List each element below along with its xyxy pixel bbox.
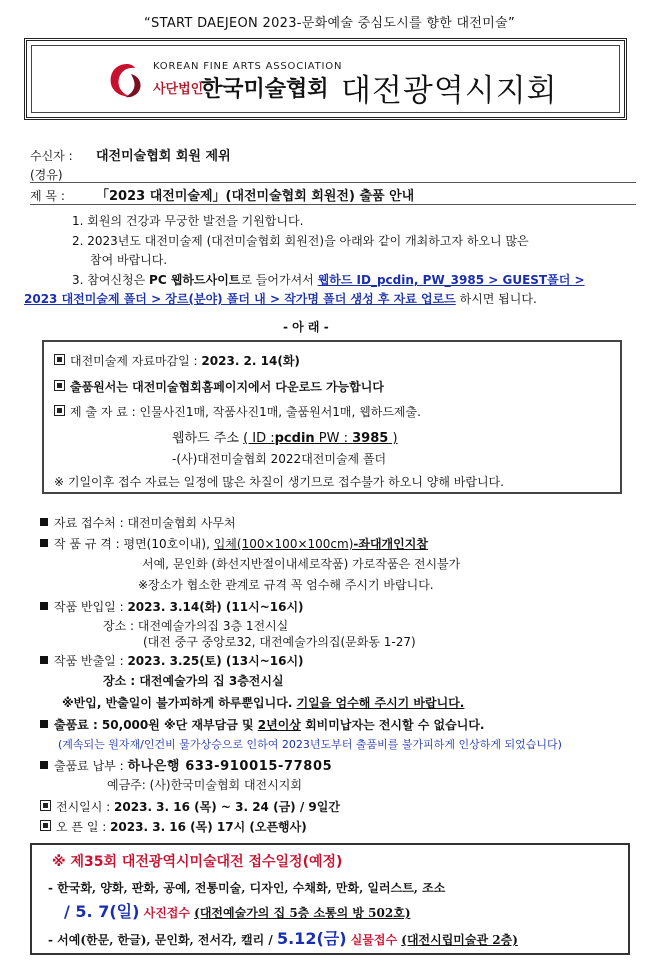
bullet-icon [40,539,48,547]
webhard-address [172,427,398,446]
fee-line: 출품료 : 50,000원 ※단 재부담금 및 2년이상 회비미납자는 전시할 수 없습니다. [40,716,484,733]
receipt-line [40,514,236,531]
exhibition-line [40,798,340,815]
association-name-korean: 한국미술협회 [201,77,329,102]
paragraph-3a [72,271,585,288]
webhard-credentials: ( ID :pcdin PW : 3985 ) [243,431,398,446]
contest-genres-2: - 서예(한문, 한글), 문인화, 전서각, 캘리 / [48,933,277,947]
deadline-emphasis: 기일을 엄수해 주시기 바랍니다. [296,696,465,710]
letterhead-box [24,38,627,120]
deadline-line [54,352,300,369]
size-note: ※장소가 협소한 관계로 규격 꼭 엄수해 주시기 바랍니다. [138,578,434,592]
payment-label: 출품료 납부 : [54,759,128,773]
webhard-folder: -(사)대전미술협회 2022대전미술제 폴더 [172,452,387,466]
webhard-link-1[interactable]: 웹하드 ID_pcdin, PW_3985 > GUEST폴더 > [317,273,585,287]
size-3d: 입체(100×100×100cm) [213,537,354,551]
opening-line [40,818,307,835]
bullet-icon [40,518,48,526]
photo-place: (대전예술가의 집 5층 소통의 방 502호) [194,906,411,920]
paragraph-1: 1. 회원의 건강과 무궁한 발전을 기원합니다. [72,214,304,228]
real-place: (대전시립미술관 2층) [401,933,518,947]
paragraph-2a: 2. 2023년도 대전미술제 (대전미술협회 회원전)을 아래와 같이 개최하고자 하오니 많은 [72,234,529,248]
recipient: 대전미술협회 회원 제위 [96,149,231,164]
bullet-icon [40,720,48,728]
checkbox-bullet-icon [54,380,65,391]
bank-account: 하나은행 633-910015-77805 [127,759,333,774]
p3-end: 하시면 됩니다. [455,292,537,306]
deadline-date: 2023. 2. 14(화) [201,354,300,368]
photo-label: 사진접수 [139,906,195,920]
late-warning: ※ 기일이후 접수 자료는 일정에 많은 차질이 생기므로 접수불가 하오니 양해 바랍니다. [54,475,504,489]
paragraph-3b [24,290,537,307]
paragraph-2b: 참여 바랍니다. [90,253,168,267]
in-date-line [40,598,304,615]
p3-pre: 3. 참여신청은 [72,273,150,287]
in-place: 장소 : 대전예술가의집 3층 1전시실 [103,619,289,633]
out-label: 작품 반출일 : [54,654,128,668]
recipient-label: 수신자 : [30,149,73,163]
payment-line [40,755,332,774]
branch-name: 대전광역시지회 [341,73,558,109]
account-holder: 예금주: (사)한국미술협회 대전시지회 [107,778,302,792]
memo-divider [30,182,636,183]
fee-years: 2년이상 [257,718,301,732]
checkbox-bullet-icon [54,354,65,365]
submit-line [54,403,421,420]
size-label: 작 품 규 격 : 평면(10호이내), [54,537,214,551]
deadline-label: 대전미술제 자료마감일 : [70,354,202,368]
bullet-icon [40,761,48,769]
webhard-pw: 3985 [352,431,389,446]
opening-date: 2023. 3. 16 (목) 17시 (오픈행사) [110,820,307,834]
real-label: 실물접수 [346,933,402,947]
photo-submission-line: / 5. 7(일) 사진접수 (대전예술가의 집 5층 소통의 방 502호) [64,902,411,921]
checkbox-bullet-icon [40,800,51,811]
single-day-warning: ※반입, 반출일이 불가피하게 하루뿐입니다. 기일을 엄수해 주시기 바랍니다. [62,696,465,710]
bullet-icon [40,656,48,664]
webhard-link-2[interactable]: 2023 대전미술제 폴더 > 장르(분야) 폴더 내 > 작가명 폴더 생성 후 자료 업로드 [24,292,456,306]
out-place: 장소 : 대전예술가의 집 3층전시실 [103,674,284,688]
real-submission-line [48,926,518,949]
webhard-id: pcdin [274,431,315,446]
size-calligraphy: 서예, 문인화 (화선지반절이내세로작품) 가로작품은 전시불가 [142,557,461,571]
in-label: 작품 반입일 : [54,600,128,614]
subject-divider [30,204,636,205]
out-date-line [40,652,304,669]
below-heading: - 아 래 - [283,320,329,334]
association-name-english: KOREAN FINE ARTS ASSOCIATION [153,61,343,72]
size-3d-note: -좌대개인지참 [353,537,428,551]
checkbox-bullet-icon [54,405,65,416]
corporation-type: 사단법인 [153,82,204,97]
p3-bold: PC 웹하드사이트 [149,273,241,287]
bullet-icon [40,602,48,610]
real-date: 5.12(금) [276,929,347,948]
checkbox-bullet-icon [40,820,51,831]
download-text: 출품원서는 대전미술협회홈페이지에서 다운로드 가능합니다 [70,380,384,394]
webhard-label: 웹하드 주소 [172,431,244,446]
association-logo-icon [107,60,147,100]
subject: 「2023 대전미술제」(대전미술협회 회원전) 출품 안내 [96,189,415,204]
submit-items: 인물사진1매, 작품사진1매, 출품원서1매, 웹하드제출. [139,405,421,419]
opening-label: 오 픈 일 : [56,820,111,834]
slogan: “START DAEJEON 2023-문화예술 중심도시를 향한 대전미술” [144,16,515,31]
subject-label: 제 목 : [30,189,65,203]
receipt-text: 자료 접수처 : 대전미술협회 사무처 [54,516,236,530]
contest-title: ※ 제35회 대전광역시미술대전 접수일정(예정) [52,854,343,870]
contest-genres-1: - 한국화, 양화, 판화, 공예, 전통미술, 디자인, 수채화, 만화, 일러스트, 조소 [48,881,446,895]
photo-date: 5. 7(일) [75,902,140,921]
exhibition-label: 전시일시 : [56,800,115,814]
p3-mid: 로 들어가셔서 [240,273,318,287]
exhibition-dates: 2023. 3. 16 (목) ~ 3. 24 (금) / 9일간 [114,800,340,814]
in-address: (대전 중구 중앙로32, 대전예술가의집(문화동 1-27) [143,635,416,649]
submit-label: 제 출 자 료 : [70,405,140,419]
size-line [40,535,428,552]
in-date: 2023. 3.14(화) (11시~16시) [127,600,304,614]
download-line [54,378,384,395]
fee-note: (계속되는 원자재/인건비 물가상승으로 인하여 2023년도부터 출품비를 불가피하게 인상하게 되었습니다) [58,738,562,751]
via-label: (경유) [30,168,63,182]
out-date: 2023. 3.25(토) (13시~16시) [127,654,304,668]
